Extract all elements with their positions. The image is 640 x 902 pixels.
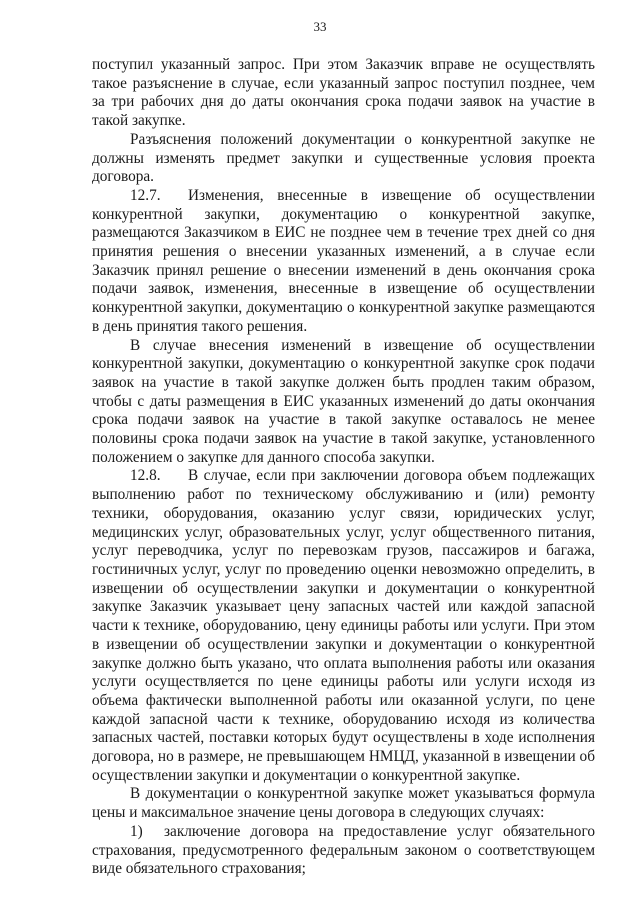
document-body <box>92 56 595 879</box>
paragraph-price-formula: В документации о конкурентной закупке может указываться формула цены и максимальное значение цены договора в следующих случаях: <box>92 785 595 822</box>
paragraph-continuation: поступил указанный запрос. При этом Заказчик вправе не осуществлять такое разъяснение в случае, если указанный запрос поступил позднее, чем за три рабочих дня до даты окончания срока подачи заявок на участие в такой закупке. <box>92 56 595 130</box>
page-number: 33 <box>313 19 327 34</box>
paragraph-clarifications: Разъяснения положений документации о конкурентной закупке не должны изменять предмет закупки и существенные условия проекта договора. <box>92 130 595 186</box>
clause-number: 12.7. <box>130 186 161 204</box>
clause-12-8 <box>92 467 595 785</box>
list-item <box>92 823 595 879</box>
list-item-text: заключение договора на предоставление услуг обязательного страхования, предусмотренного федеральным законом о соответствующем виде обязательного страхования; <box>92 822 595 878</box>
clause-12-7 <box>92 187 595 337</box>
clause-text: В случае, если при заключении договора объем подлежащих выполнению работ по техническому обслуживанию и (или) ремонту техники, оборудования, оказанию услуг связи, юридических услуг, медицинских услуг, образовательных услуг, услуг общественного питания, услуг переводчика, услуг по перевозкам грузов, пассажиров и багажа, гостиничных услуг, услуг по проведению оценки невозможно определить, в извещении об осуществлении закупки и документации о конкурентной закупке Заказчик указывает цену запасных частей или каждой запасной части к технике, оборудованию, цену единицы работы или услуги. При этом в извещении об осуществлении закупки и документации о конкурентной закупке должно быть указано, что оплата выполнения работы или оказания услуги осуществляется по цене единицы работы или услуги исходя из объема фактически выполненной работы или оказанной услуги, по цене каждой запасной части к технике, оборудованию исходя из количества запасных частей, поставки которых будут осуществлены в ходе исполнения договора, но в размере, не превышающем НМЦД, указанной в извещении об осуществлении закупки и документации о конкурентной закупке. <box>92 467 595 784</box>
paragraph-deadline-extension: В случае внесения изменений в извещение об осуществлении конкурентной закупки, документацию о конкурентной закупке срок подачи заявок на участие в такой закупке должен быть продлен таким образом, чтобы с даты размещения в ЕИС указанных изменений до даты окончания срока подачи заявок на участие в такой закупке оставалось не менее половины срока подачи заявок на участие в такой закупке, установленного положением о закупке для данного способа закупки. <box>92 336 595 466</box>
list-item-number: 1) <box>130 822 143 840</box>
clause-number: 12.8. <box>130 467 161 485</box>
clause-text: Изменения, внесенные в извещение об осуществлении конкурентной закупки, документацию о конкурентной закупке, размещаются Заказчиком в ЕИС не позднее чем в течение трех дней со дня принятия решения о внесении указанных изменений, а в случае если Заказчик принял решение о внесении изменений в день окончания срока подачи заявок, изменения, внесенные в извещение об осуществлении конкурентной закупки, документацию о конкурентной закупке размещаются в день принятия такого решения. <box>92 186 595 335</box>
